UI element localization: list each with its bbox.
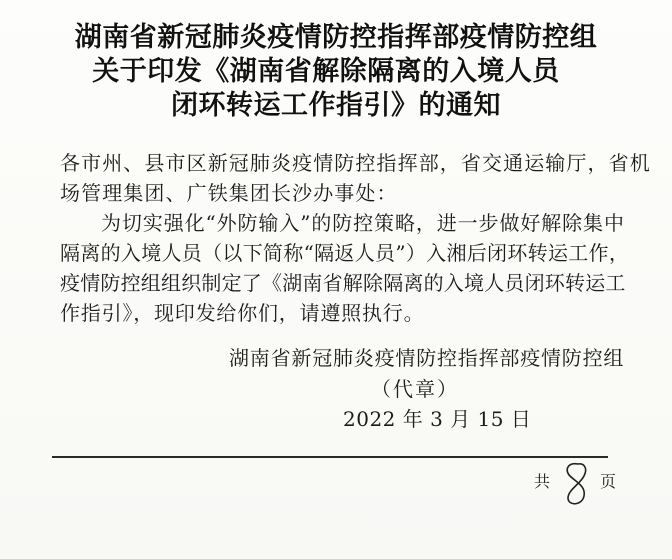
title-line-2: 关于印发《湖南省解除隔离的入境人员 [92, 56, 560, 87]
signature-note: （代章） [371, 377, 459, 401]
title-line-3: 闭环转运工作指引》的通知 [171, 90, 501, 121]
body-line-1: 各市州、县市区新冠肺炎疫情防控指挥部，省交通运输厅，省机 [60, 151, 651, 175]
page-count [520, 466, 630, 506]
page-count-suffix: 页 [600, 472, 617, 491]
footer-divider [52, 456, 608, 458]
body-line-6: 作指引》，现印发给你们，请遵照执行。 [60, 301, 425, 325]
body-line-3: 为切实强化“外防输入”的防控策略，进一步做好解除集中 [101, 211, 625, 235]
body-line-5: 疫情防控组组织制定了《湖南省解除隔离的入境人员闭环转运工 [60, 271, 626, 295]
signature-organization: 湖南省新冠肺炎疫情防控指挥部疫情防控组 [229, 346, 625, 370]
handwritten-page-number-icon [558, 458, 594, 510]
body-line-4: 隔离的入境人员（以下简称“隔返人员”）入湘后闭环转运工作， [60, 241, 630, 265]
body-line-2: 场管理集团、广铁集团长沙办事处： [60, 181, 398, 205]
signature-date: 2022 年 3 月 15 日 [343, 407, 532, 431]
title-line-1: 湖南省新冠肺炎疫情防控指挥部疫情防控组 [74, 22, 598, 53]
page-count-prefix: 共 [534, 472, 551, 491]
